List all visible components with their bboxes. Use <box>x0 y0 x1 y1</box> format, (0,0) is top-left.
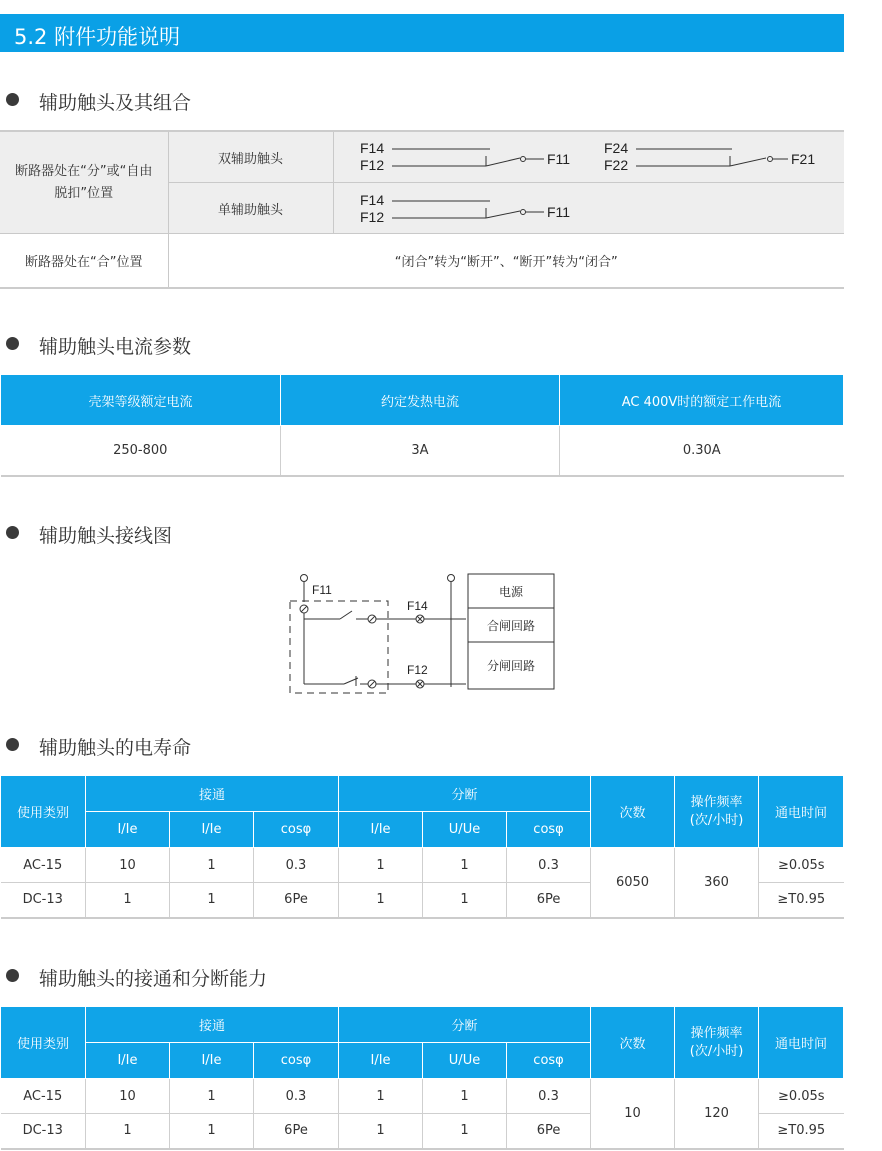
header-thermal-current: 约定发热电流 <box>281 375 560 426</box>
table-cell: ≥0.05s <box>759 1079 844 1114</box>
terminal-label: F11 <box>546 204 570 220</box>
table-cell: 6Pe <box>507 883 591 918</box>
subheader: I/Ie <box>170 1043 254 1079</box>
table-cell-frequency: 360 <box>675 848 759 918</box>
table-cell: 3A <box>281 426 560 476</box>
section-heading-contacts: 辅助触头及其组合 <box>6 88 191 114</box>
single-contact-label: 单辅助触头 <box>168 183 333 234</box>
table-row <box>1 1079 844 1114</box>
section-heading-capacity: 辅助触头的接通和分断能力 <box>6 964 267 990</box>
table-cell: 1 <box>423 883 507 918</box>
subheader: I/Ie <box>339 1043 423 1079</box>
terminal-label: F12 <box>359 209 384 225</box>
table-cell: 0.3 <box>507 1079 591 1114</box>
table-cell: 0.30A <box>560 426 844 476</box>
current-parameter-table <box>0 374 844 477</box>
state-closed-desc: “闭合”转为“断开”、“断开”转为“闭合” <box>168 234 844 288</box>
table-cell: 1 <box>339 848 423 883</box>
bullet-icon <box>6 969 19 982</box>
subheader: cosφ <box>254 812 339 848</box>
section-header-bar <box>0 14 844 52</box>
table-cell: 1 <box>170 848 254 883</box>
double-contact-symbol <box>334 132 845 182</box>
table-cell: ≥T0.95 <box>759 883 844 918</box>
table-cell: 6Pe <box>254 883 339 918</box>
table-cell-frequency: 120 <box>675 1079 759 1149</box>
header-break: 分断 <box>339 776 591 812</box>
table-cell: DC-13 <box>1 1114 86 1149</box>
table-cell: 1 <box>339 1079 423 1114</box>
table-cell: 1 <box>423 1079 507 1114</box>
state-open-cell: 断路器处在“分”或“自由脱扣”位置 <box>0 131 168 234</box>
subheader: cosφ <box>507 812 591 848</box>
header-time: 通电时间 <box>759 1007 844 1079</box>
table-cell: ≥T0.95 <box>759 1114 844 1149</box>
table-cell: 10 <box>86 848 170 883</box>
header-time: 通电时间 <box>759 776 844 848</box>
header-category: 使用类别 <box>1 1007 86 1079</box>
table-cell-count: 10 <box>591 1079 675 1149</box>
table-cell: 0.3 <box>254 1079 339 1114</box>
header-working-current: AC 400V时的额定工作电流 <box>560 375 844 426</box>
electrical-life-table <box>0 775 844 919</box>
header-count: 次数 <box>591 776 675 848</box>
terminal-label: F22 <box>603 157 628 173</box>
subheader: I/Ie <box>86 812 170 848</box>
terminal-label: F12 <box>359 157 384 173</box>
make-break-capacity-table <box>0 1006 844 1150</box>
table-cell: 1 <box>86 1114 170 1149</box>
single-contact-symbol <box>334 183 845 233</box>
table-cell: 1 <box>339 1114 423 1149</box>
subheader: I/Ie <box>339 812 423 848</box>
table-cell: 6Pe <box>507 1114 591 1149</box>
bullet-icon <box>6 93 19 106</box>
table-cell: 1 <box>170 883 254 918</box>
table-cell: DC-13 <box>1 883 86 918</box>
contact-combination-table <box>0 130 844 289</box>
header-category: 使用类别 <box>1 776 86 848</box>
double-contact-label: 双辅助触头 <box>168 131 333 183</box>
subheader: cosφ <box>507 1043 591 1079</box>
bullet-icon <box>6 337 19 350</box>
bullet-icon <box>6 738 19 751</box>
terminal-label: F11 <box>312 583 332 597</box>
header-frequency: 操作频率(次/小时) <box>675 1007 759 1079</box>
subheader: U/Ue <box>423 812 507 848</box>
table-cell: 6Pe <box>254 1114 339 1149</box>
header-make: 接通 <box>86 1007 339 1043</box>
state-closed-cell: 断路器处在“合”位置 <box>0 234 168 288</box>
table-cell-count: 6050 <box>591 848 675 918</box>
wiring-diagram <box>280 568 570 698</box>
table-cell: 1 <box>170 1114 254 1149</box>
subheader: U/Ue <box>423 1043 507 1079</box>
subheader: cosφ <box>254 1043 339 1079</box>
table-cell: 0.3 <box>254 848 339 883</box>
table-cell: 1 <box>339 883 423 918</box>
table-cell: 250-800 <box>1 426 281 476</box>
table-cell: AC-15 <box>1 1079 86 1114</box>
terminal-label: F11 <box>546 151 570 167</box>
table-cell: AC-15 <box>1 848 86 883</box>
subheader: I/Ie <box>86 1043 170 1079</box>
header-count: 次数 <box>591 1007 675 1079</box>
table-cell: 1 <box>423 848 507 883</box>
section-heading-wiring: 辅助触头接线图 <box>6 521 172 547</box>
terminal-label: F21 <box>790 151 815 167</box>
header-frame-current: 壳架等级额定电流 <box>1 375 281 426</box>
header-frequency: 操作频率(次/小时) <box>675 776 759 848</box>
terminal-label: F12 <box>407 663 428 677</box>
header-make: 接通 <box>86 776 339 812</box>
box-label: 合闸回路 <box>486 619 536 633</box>
subheader: I/Ie <box>170 812 254 848</box>
header-break: 分断 <box>339 1007 591 1043</box>
table-cell: 1 <box>86 883 170 918</box>
section-heading-life: 辅助触头的电寿命 <box>6 733 191 759</box>
table-cell: 10 <box>86 1079 170 1114</box>
table-row <box>1 848 844 883</box>
table-cell: 1 <box>170 1079 254 1114</box>
bullet-icon <box>6 526 19 539</box>
terminal-label: F14 <box>359 192 384 208</box>
terminal-label: F14 <box>407 599 428 613</box>
box-label: 分闸回路 <box>486 659 536 673</box>
terminal-label: F14 <box>359 140 384 156</box>
terminal-label: F24 <box>603 140 628 156</box>
single-contact-diagram <box>333 183 844 234</box>
table-cell: ≥0.05s <box>759 848 844 883</box>
double-contact-diagram <box>333 131 844 183</box>
box-label: 电源 <box>498 585 524 599</box>
section-title: 5.2 附件功能说明 <box>14 25 181 49</box>
table-cell: 1 <box>423 1114 507 1149</box>
section-heading-current: 辅助触头电流参数 <box>6 332 191 358</box>
table-cell: 0.3 <box>507 848 591 883</box>
